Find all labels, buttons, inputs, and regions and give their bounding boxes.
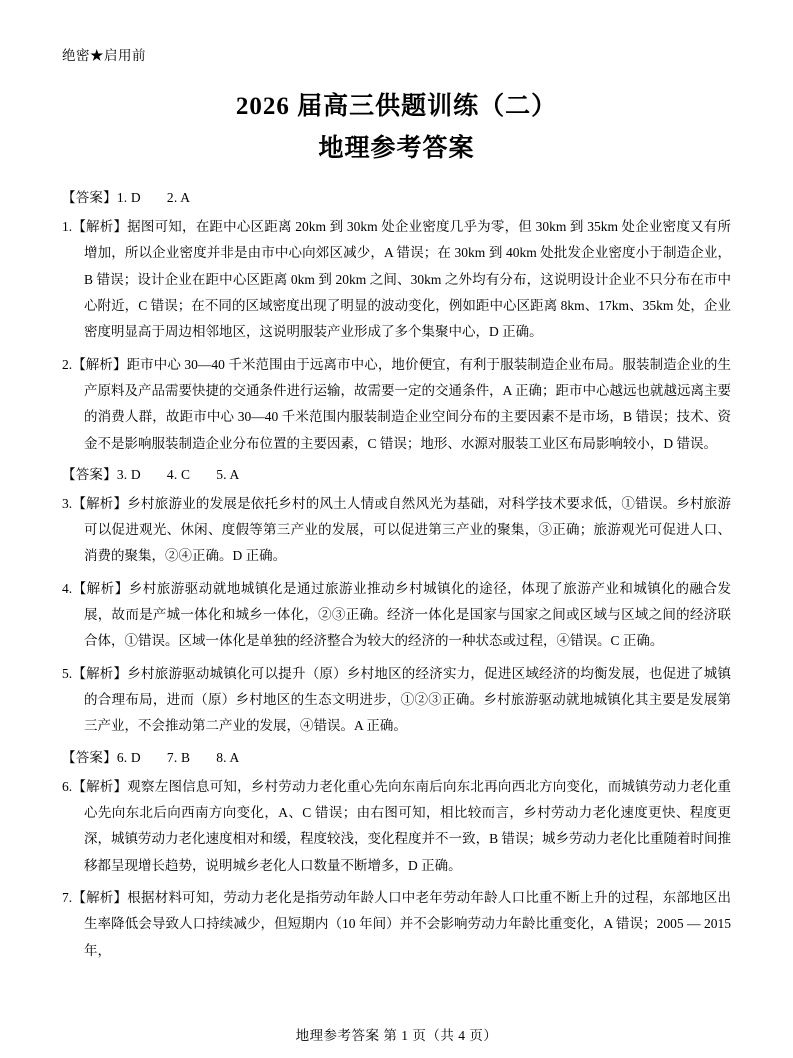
explanation-tag: 【解析】 <box>72 889 128 905</box>
page-subtitle: 地理参考答案 <box>318 135 475 162</box>
explanation-number: 1. <box>62 219 73 234</box>
explanation-number: 6. <box>62 778 73 794</box>
answer-label: 【答案】 <box>62 466 117 482</box>
explanation-text: 乡村旅游驱动城镇化可以提升（原）乡村地区的经济实力，促进区域经济的均衡发展，也促进了城镇的合理布局，进而（原）乡村地区的生态文明进步，①②③正确。乡村旅游驱动就地城镇化其主要是发展第三产业，不会推动第二产业的发展，④错误。A 正确。 <box>84 665 732 734</box>
explanation-tag: 【解析】 <box>72 356 127 372</box>
explanation-item <box>62 352 731 457</box>
explanation-item <box>62 576 731 655</box>
answer-item: 5. A <box>216 466 240 482</box>
page-title: 2026 届高三供题训练（二） <box>235 93 558 120</box>
explanation-number: 2. <box>62 356 73 372</box>
answer-item: 2. A <box>166 190 191 205</box>
answer-group <box>62 746 731 766</box>
explanation-text: 距市中心 30—40 千米范围由于远离市中心，地价便宜，有利于服装制造企业布局。服装制造企业的生产原料及产品需要快捷的交通条件进行运输，故需要一定的交通条件，A 正确；距市中心越远也就越远离主要的消费人群，故距市中心 30—40 千米范围内服装制造企业空间分布的主要因素不是市场，B 错误；技术、资金不是影响服装制造企业分布位置的主要因素，C 错误；地形、水源对服装工业区布局影响较小，D 错误。 <box>84 356 732 451</box>
explanation-text: 乡村旅游业的发展是依托乡村的风土人情或自然风光为基础，对科学技术要求低，①错误。乡村旅游可以促进观光、休闲、度假等第三产业的发展，可以促进第三产业的聚集，③正确；旅游观光可促进人口、消费的聚集，②④正确。D 正确。 <box>84 495 732 564</box>
explanation-number: 7. <box>62 889 73 905</box>
explanation-tag: 【解析】 <box>72 778 128 794</box>
secret-notice: 绝密★启用前 <box>62 48 146 63</box>
answer-item: 8. A <box>216 749 240 765</box>
answer-label: 【答案】 <box>62 749 117 765</box>
explanation-tag: 【解析】 <box>72 495 128 511</box>
explanation-number: 5. <box>62 665 73 681</box>
answer-group <box>62 186 731 206</box>
answer-item: 4. C <box>166 466 191 482</box>
explanation-tag: 【解析】 <box>72 580 129 596</box>
answer-group <box>62 463 731 483</box>
explanation-text: 乡村旅游驱动就地城镇化是通过旅游业推动乡村城镇化的途径，体现了旅游产业和城镇化的融合发展，故而是产城一体化和城乡一体化，②③正确。经济一体化是国家与国家之间或区域与区域之间的经济联合体，①错误。区域一体化是单独的经济整合为较大的经济的一种状态或过程，④错误。C 正确。 <box>84 580 731 649</box>
explanation-item <box>62 885 731 964</box>
answer-item: 1. D <box>116 190 141 205</box>
explanation-tag: 【解析】 <box>72 219 128 234</box>
answer-item: 6. D <box>116 749 141 765</box>
explanation-number: 4. <box>62 580 73 596</box>
explanation-number: 3. <box>62 495 73 511</box>
answer-item: 3. D <box>116 466 141 482</box>
explanation-tag: 【解析】 <box>72 665 128 681</box>
answer-label: 【答案】 <box>62 190 117 205</box>
explanation-text: 根据材料可知，劳动力老化是指劳动年龄人口中老年劳动年龄人口比重不断上升的过程，东部地区出生率降低会导致人口持续减少，但短期内（10 年间）并不会影响劳动力年龄比重变化，A 错误；2005 — 2015 年， <box>84 889 732 958</box>
page-footer: 地理参考答案 第 1 页（共 4 页） <box>295 1028 498 1043</box>
explanation-text: 据图可知，在距中心区距离 20km 到 30km 处企业密度几乎为零，但 30km 到 35km 处企业密度又有所增加，所以企业密度并非是由市中心向郊区减少，A 错误；在 30km 到 40km 处批发企业密度小于制造企业，B 错误；设计企业在距中心区距离 0km 到 20km 之间、30km 之外均有分布，这说明设计企业不只分布在市中心附近，C 错误；在不同的区域密度出现了明显的波动变化，例如距中心区距离 8km、17km、35km 处，企业密度明显高于周边相邻地区，这说明服装产业形成了多个集聚中心，D 正确。 <box>84 219 731 340</box>
explanation-item <box>62 774 731 879</box>
explanation-item <box>62 214 731 346</box>
explanation-text: 观察左图信息可知，乡村劳动力老化重心先向东南后向东北再向西北方向变化，而城镇劳动力老化重心先向东北后向西南方向变化，A、C 错误；由右图可知，相比较而言，乡村劳动力老化速度更快、程度更深，城镇劳动力老化速度相对和缓，程度较浅，变化程度并不一致，B 错误；城乡劳动力老化比重随着时间推移都呈现增长趋势，说明城乡老化人口数量不断增多，D 正确。 <box>84 778 732 873</box>
explanation-item <box>62 491 731 570</box>
answer-item: 7. B <box>166 749 191 765</box>
explanation-item <box>62 661 731 740</box>
